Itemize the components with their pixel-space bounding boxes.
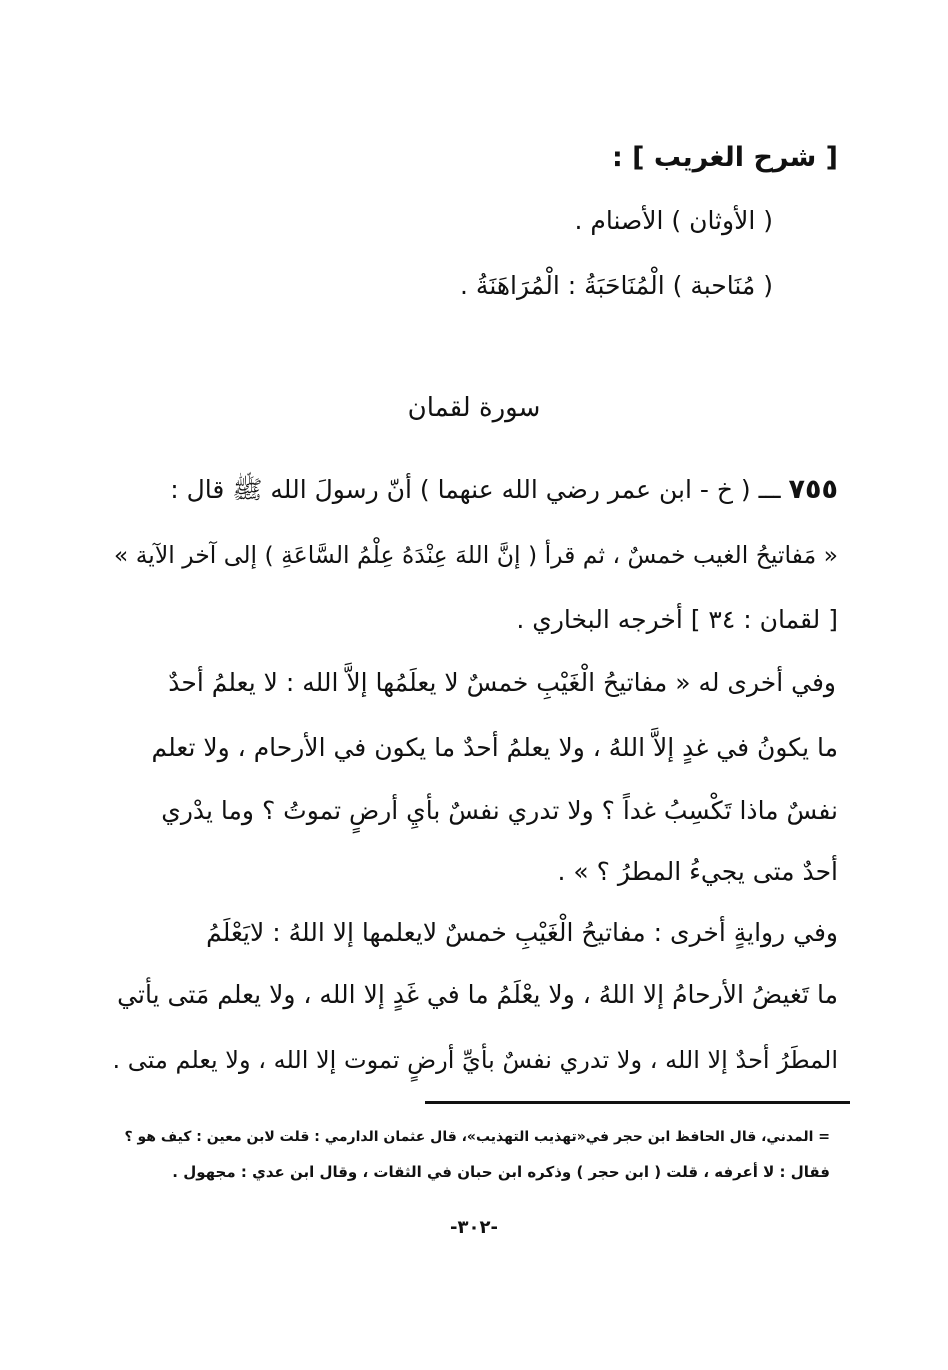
glossary-entry-munahaba: ( مُنَاحبة ) الْمُنَاحَبَةُ : الْمُرَاهَنَةُ . xyxy=(460,271,773,300)
page-number: -٣٠٢- xyxy=(450,1217,498,1238)
hadith-line-2: « مَفاتيحُ الغيب خمسٌ ، ثم قرأ ( إنَّ اللهَ عِنْدَهُ عِلْمُ السَّاعَةِ ) إلى آخر الآية » xyxy=(113,541,838,569)
hadith-line-10: المطَرُ أحدٌ إلا الله ، ولا تدري نفسٌ بأيِّ أرضٍ تموت إلا الله ، ولا يعلم متى . xyxy=(112,1046,838,1074)
hadith-line-1-text: ـــ ( خ - ابن عمر رضي الله عنهما ) أنّ رسولَ الله ﷺ قال : xyxy=(170,475,781,504)
hadith-line-9: ما تَغيضُ الأرحامُ إلا اللهُ ، ولا يعْلَمُ ما في غَدٍ إلا الله ، ولا يعلم مَتى يأتي xyxy=(117,980,838,1009)
surah-title: سورة لقمان xyxy=(407,393,541,423)
hadith-line-3: [ لقمان : ٣٤ ] أخرجه البخاري . xyxy=(516,605,838,634)
glossary-heading: [ شرح الغريب ] : xyxy=(611,142,838,173)
hadith-line-6: نفسٌ ماذا تَكْسِبُ غداً ؟ ولا تدري نفسٌ بأيِ أرضٍ تموتُ ؟ وما يدْري xyxy=(161,796,838,825)
footnote-line-2: فقال : لا أعرفه ، قلت ( ابن حجر ) وذكره ابن حبان في الثقات ، وقال ابن عدي : مجهول . xyxy=(172,1163,830,1181)
hadith-number: ٧٥٥ xyxy=(788,474,838,505)
footnote-line-1: = المدني، قال الحافظ ابن حجر في«تهذيب التهذيب»، قال عثمان الدارمي : قلت لابن معين : كيف هو ؟ xyxy=(124,1129,830,1145)
hadith-line-1 xyxy=(110,470,838,510)
glossary-entry-awthan: ( الأوثان ) الأصنام . xyxy=(574,206,773,235)
hadith-line-4: وفي أخرى له « مفاتيحُ الْغَيْبِ خمسٌ لا يعلَمُها إلاَّ الله : لا يعلمُ أحدٌ xyxy=(168,668,836,697)
hadith-line-5: ما يكونُ في غدٍ إلاَّ اللهُ ، ولا يعلمُ أحدٌ ما يكون في الأرحام ، ولا تعلم xyxy=(151,733,838,762)
footnote-separator xyxy=(425,1101,850,1104)
hadith-line-7: أحدٌ متى يجيءُ المطرُ ؟ » . xyxy=(557,857,838,886)
hadith-line-8: وفي روايةٍ أخرى : مفاتيحُ الْغَيْبِ خمسٌ لايعلمها إلا اللهُ : لايَعْلَمُ xyxy=(206,918,838,947)
